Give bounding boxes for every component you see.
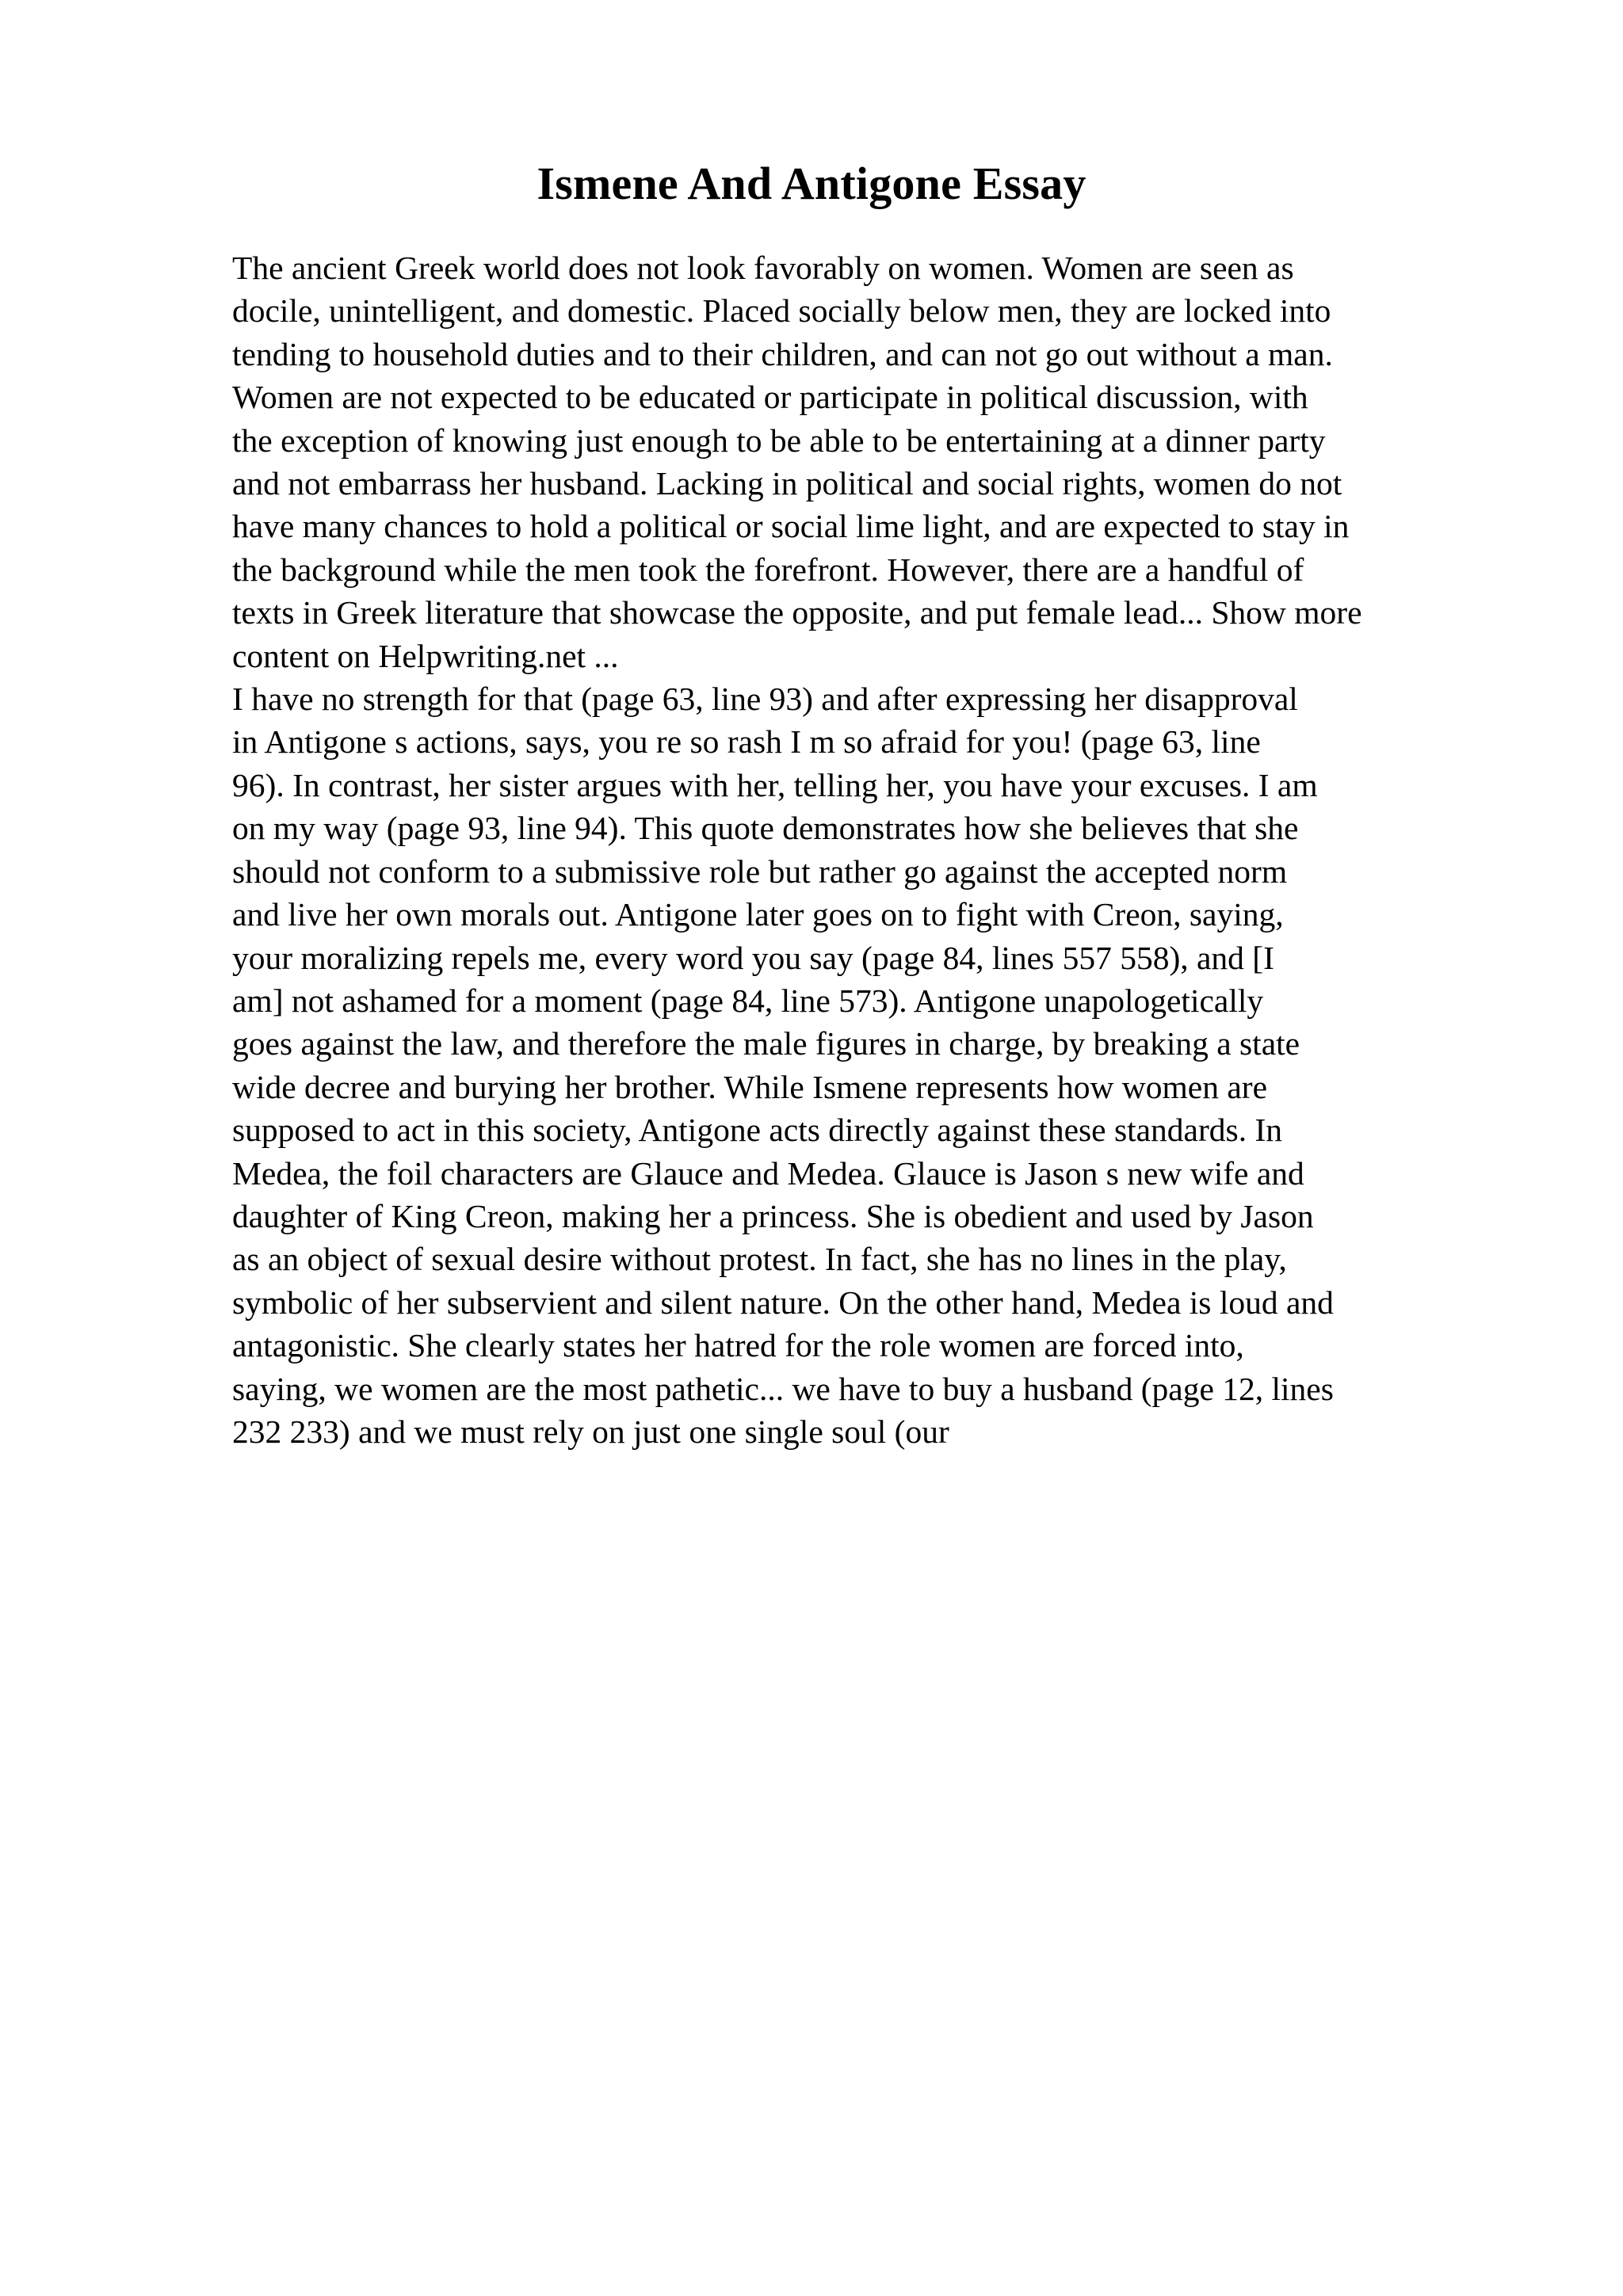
- body-line: I have no strength for that (page 63, line 93) and after expressing her disapproval: [232, 681, 1298, 718]
- body-line: the background while the men took the forefront. However, there are a handful of: [232, 551, 1304, 588]
- body-line: 232 233) and we must rely on just one single soul (our: [232, 1413, 949, 1450]
- body-line: your moralizing repels me, every word you say (page 84, lines 557 558), and [I: [232, 939, 1274, 976]
- body-line: supposed to act in this society, Antigone acts directly against these standards. In: [232, 1112, 1283, 1149]
- body-line: and live her own morals out. Antigone later goes on to fight with Creon, saying,: [232, 896, 1284, 933]
- body-line: as an object of sexual desire without protest. In fact, she has no lines in the play,: [232, 1241, 1287, 1278]
- document-body: [232, 246, 1516, 1453]
- body-line: should not conform to a submissive role but rather go against the accepted norm: [232, 852, 1288, 890]
- body-line: and not embarrass her husband. Lacking in political and social rights, women do not: [232, 465, 1342, 502]
- body-line: 96). In contrast, her sister argues with her, telling her, you have your excuses. I am: [232, 766, 1318, 803]
- body-line: in Antigone s actions, says, you re so rash I m so afraid for you! (page 63, line: [232, 723, 1261, 761]
- body-line: antagonistic. She clearly states her hatred for the role women are forced into,: [232, 1327, 1244, 1364]
- body-line: have many chances to hold a political or social lime light, and are expected to stay in: [232, 508, 1350, 545]
- body-line: symbolic of her subservient and silent nature. On the other hand, Medea is loud and: [232, 1283, 1334, 1321]
- body-line: Women are not expected to be educated or participate in political discussion, with: [232, 379, 1308, 416]
- document-title: Ismene And Antigone Essay: [537, 158, 1086, 209]
- body-line: the exception of knowing just enough to be able to be entertaining at a dinner party: [232, 421, 1326, 459]
- body-line: tending to household duties and to their children, and can not go out without a man.: [232, 335, 1333, 372]
- body-line: content on Helpwriting.net ...: [232, 637, 619, 674]
- body-line: on my way (page 93, line 94). This quote demonstrates how she believes that she: [232, 810, 1299, 847]
- body-line: Medea, the foil characters are Glauce and Medea. Glauce is Jason s new wife and: [232, 1154, 1304, 1192]
- body-line: goes against the law, and therefore the male figures in charge, by breaking a state: [232, 1025, 1300, 1062]
- body-line: wide decree and burying her brother. While Ismene represents how women are: [232, 1068, 1267, 1105]
- body-line: saying, we women are the most pathetic... we have to buy a husband (page 12, lines: [232, 1370, 1334, 1407]
- body-line: am] not ashamed for a moment (page 84, line 573). Antigone unapologetically: [232, 982, 1264, 1019]
- body-line: texts in Greek literature that showcase the opposite, and put female lead... Show more: [232, 594, 1362, 631]
- body-line: daughter of King Creon, making her a princess. She is obedient and used by Jason: [232, 1197, 1314, 1234]
- body-line: The ancient Greek world does not look favorably on women. Women are seen as: [232, 250, 1294, 286]
- body-line: docile, unintelligent, and domestic. Placed socially below men, they are locked into: [232, 292, 1331, 330]
